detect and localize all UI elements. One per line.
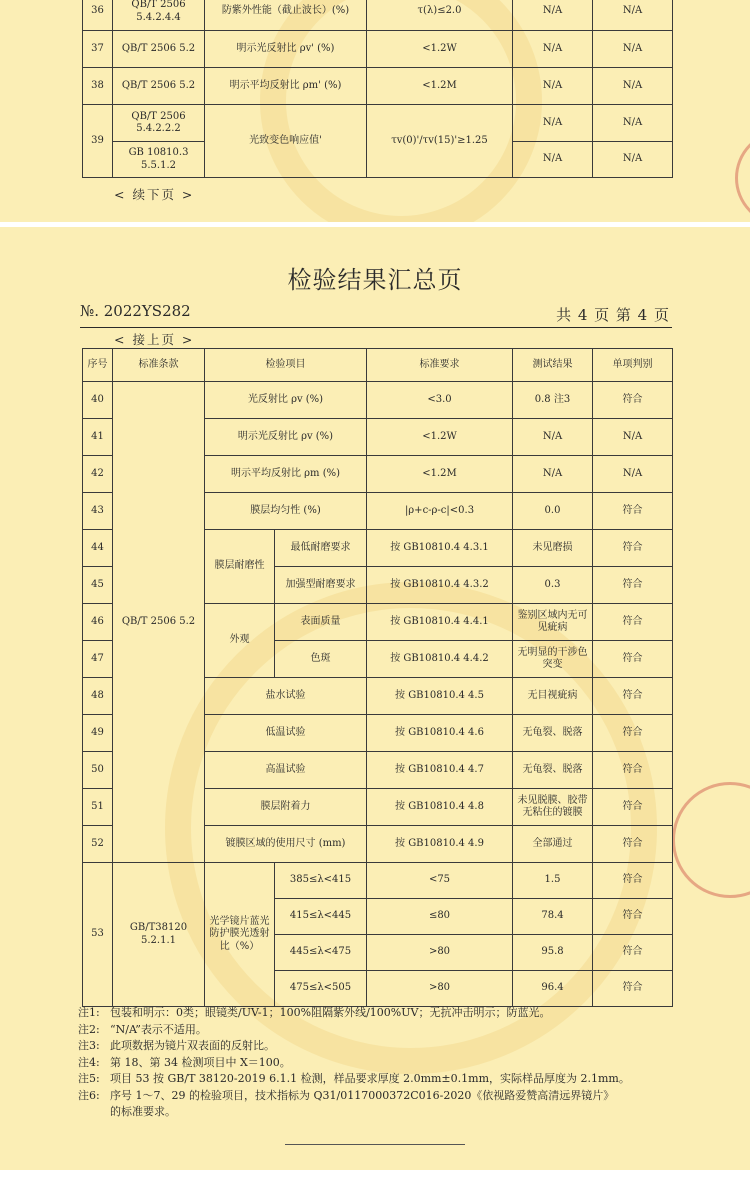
test-result: 无龟裂、脱落 <box>513 752 593 789</box>
test-item: 光反射比 ρv (%) <box>205 382 367 419</box>
judgement: 符合 <box>593 715 673 752</box>
header-judgement: 单项判别 <box>593 349 673 382</box>
note-line <box>78 1005 678 1022</box>
judgement: 符合 <box>593 604 673 641</box>
note-text: 序号 1～7、29 的检验项目，技术指标为 Q31/0117000372C016-2020《依视路爱赞高清远界镜片》 <box>110 1088 615 1102</box>
standard-requirement: 按 GB10810.4 4.9 <box>367 826 513 863</box>
continued-next-label: < 续下页 > <box>114 187 195 202</box>
test-item: 盐水试验 <box>205 678 367 715</box>
test-result: 96.4 <box>513 971 593 1007</box>
row-number: 37 <box>83 31 113 68</box>
test-result: 95.8 <box>513 935 593 971</box>
test-result: 1.5 <box>513 863 593 899</box>
header-divider <box>80 327 672 328</box>
header-requirement: 标准要求 <box>367 349 513 382</box>
note-text: 的标准要求。 <box>110 1105 176 1118</box>
previous-page-fragment <box>0 0 750 222</box>
test-item: 表面质量 <box>275 604 367 641</box>
standard-requirement: 按 GB10810.4 4.4.2 <box>367 641 513 678</box>
standard-requirement: <1.2M <box>367 68 513 105</box>
standard-requirement: 按 GB10810.4 4.6 <box>367 715 513 752</box>
continued-from-label: < 接上页 > <box>114 332 195 347</box>
judgement: N/A <box>593 142 673 178</box>
row-number: 46 <box>83 604 113 641</box>
test-item: 最低耐磨要求 <box>275 530 367 567</box>
standard-requirement: 按 GB10810.4 4.3.2 <box>367 567 513 604</box>
test-item: 膜层附着力 <box>205 789 367 826</box>
header-no: 序号 <box>83 349 113 382</box>
test-result: 无目视疵病 <box>513 678 593 715</box>
row-number: 41 <box>83 419 113 456</box>
table-row <box>83 863 673 899</box>
note-line <box>78 1104 678 1121</box>
test-item: 高温试验 <box>205 752 367 789</box>
standard-requirement: ≤80 <box>367 899 513 935</box>
test-result: N/A <box>513 0 593 31</box>
table-row <box>83 68 673 105</box>
test-result: N/A <box>513 419 593 456</box>
item-group-appearance: 外观 <box>205 604 275 678</box>
standard-requirement: <1.2W <box>367 31 513 68</box>
test-result: 无龟裂、脱落 <box>513 715 593 752</box>
test-result: 无明显的干涉色突变 <box>513 641 593 678</box>
note-line <box>78 1071 678 1088</box>
standard-requirement: 按 GB10810.4 4.4.1 <box>367 604 513 641</box>
test-item: 明示光反射比 ρv' (%) <box>205 31 367 68</box>
row-number: 38 <box>83 68 113 105</box>
standard-clause: QB/T 2506 5.2 <box>113 31 205 68</box>
test-result: 0.8 注3 <box>513 382 593 419</box>
wavelength-range: 445≤λ<475 <box>275 935 367 971</box>
item-group-wear: 膜层耐磨性 <box>205 530 275 604</box>
note-label: 注4: <box>78 1055 100 1069</box>
test-result: N/A <box>513 31 593 68</box>
test-result: N/A <box>513 68 593 105</box>
table-row <box>83 105 673 142</box>
note-label: 注5: <box>78 1072 100 1085</box>
row-number: 39 <box>83 105 113 178</box>
test-result: 全部通过 <box>513 826 593 863</box>
row-number: 44 <box>83 530 113 567</box>
judgement: 符合 <box>593 641 673 678</box>
note-text: 此项数据为镜片双表面的反射比。 <box>110 1039 275 1052</box>
header-item: 检验项目 <box>205 349 367 382</box>
row-number: 43 <box>83 493 113 530</box>
test-item: 镀膜区域的使用尺寸 (mm) <box>205 826 367 863</box>
standard-clause: GB 10810.3 5.5.1.2 <box>113 142 205 178</box>
judgement: 符合 <box>593 826 673 863</box>
note-text: 第 18、第 34 检测项目中 X＝100。 <box>110 1055 291 1069</box>
judgement: N/A <box>593 105 673 142</box>
judgement: 符合 <box>593 935 673 971</box>
test-result: N/A <box>513 142 593 178</box>
test-item: 明示光反射比 ρv (%) <box>205 419 367 456</box>
page-title: 检验结果汇总页 <box>287 266 463 294</box>
test-item: 明示平均反射比 ρm' (%) <box>205 68 367 105</box>
note-label: 注3: <box>78 1039 100 1052</box>
standard-requirement: τv(0)'/τv(15)'≥1.25 <box>367 105 513 178</box>
standard-requirement: <1.2M <box>367 456 513 493</box>
wavelength-range: 385≤λ<415 <box>275 863 367 899</box>
test-item: 明示平均反射比 ρm (%) <box>205 456 367 493</box>
note-line <box>78 1088 678 1105</box>
standard-requirement: 按 GB10810.4 4.5 <box>367 678 513 715</box>
judgement: 符合 <box>593 678 673 715</box>
standard-clause: GB/T38120 5.2.1.1 <box>113 863 205 1007</box>
red-stamp <box>672 782 750 898</box>
standard-requirement: <75 <box>367 863 513 899</box>
judgement: N/A <box>593 419 673 456</box>
test-result: 0.3 <box>513 567 593 604</box>
test-result: 78.4 <box>513 899 593 935</box>
row-number: 51 <box>83 789 113 826</box>
note-line <box>78 1038 678 1055</box>
item-group-blue-light: 光学镜片蓝光防护膜光透射比（%） <box>205 863 275 1007</box>
wavelength-range: 415≤λ<445 <box>275 899 367 935</box>
standard-requirement: |ρ+c-ρ-c|<0.3 <box>367 493 513 530</box>
standard-clause: QB/T 2506 5.2 <box>113 68 205 105</box>
bottom-divider <box>285 1144 465 1145</box>
judgement: 符合 <box>593 971 673 1007</box>
judgement: 符合 <box>593 567 673 604</box>
header-result: 测试结果 <box>513 349 593 382</box>
judgement: N/A <box>593 456 673 493</box>
test-result: 0.0 <box>513 493 593 530</box>
judgement: 符合 <box>593 863 673 899</box>
judgement: 符合 <box>593 493 673 530</box>
row-number: 53 <box>83 863 113 1007</box>
judgement: N/A <box>593 31 673 68</box>
table-row <box>83 382 673 419</box>
row-number: 49 <box>83 715 113 752</box>
note-line <box>78 1022 678 1039</box>
test-result: N/A <box>513 456 593 493</box>
note-label: 注1: <box>78 1006 100 1019</box>
header-standard: 标准条款 <box>113 349 205 382</box>
judgement: N/A <box>593 68 673 105</box>
standard-clause: QB/T 2506 5.4.2.2.2 <box>113 105 205 142</box>
test-result: 鉴别区域内无可见疵病 <box>513 604 593 641</box>
wavelength-range: 475≤λ<505 <box>275 971 367 1007</box>
standard-requirement: 按 GB10810.4 4.8 <box>367 789 513 826</box>
test-item: 光致变色响应值' <box>205 105 367 178</box>
document-number: №. 2022YS282 <box>80 302 191 320</box>
notes-section <box>78 1005 678 1121</box>
standard-clause: QB/T 2506 5.2 <box>113 382 205 863</box>
report-page <box>0 227 750 1170</box>
table-header <box>83 349 673 382</box>
judgement: 符合 <box>593 789 673 826</box>
standard-requirement: 按 GB10810.4 4.3.1 <box>367 530 513 567</box>
judgement: 符合 <box>593 899 673 935</box>
note-text: 包装和明示：0类；眼镜类/UV-1；100%阻隔紫外线/100%UV；无抗冲击明示；防蓝光。 <box>110 1006 551 1019</box>
note-label: 注6: <box>78 1088 100 1102</box>
judgement: 符合 <box>593 382 673 419</box>
test-result: 未见磨损 <box>513 530 593 567</box>
row-number: 48 <box>83 678 113 715</box>
standard-clause: QB/T 2506 5.4.2.4.4 <box>113 0 205 31</box>
standard-requirement: >80 <box>367 971 513 1007</box>
row-number: 52 <box>83 826 113 863</box>
row-number: 42 <box>83 456 113 493</box>
judgement: 符合 <box>593 530 673 567</box>
test-item: 膜层均匀性 (%) <box>205 493 367 530</box>
test-result: N/A <box>513 105 593 142</box>
row-number: 50 <box>83 752 113 789</box>
red-stamp <box>735 130 750 222</box>
judgement: N/A <box>593 0 673 31</box>
note-text: “N/A”表示不适用。 <box>110 1022 207 1036</box>
note-line <box>78 1055 678 1072</box>
previous-results-table <box>82 0 673 178</box>
test-item: 色斑 <box>275 641 367 678</box>
standard-requirement: >80 <box>367 935 513 971</box>
test-item: 加强型耐磨要求 <box>275 567 367 604</box>
test-item: 防紫外性能（截止波长）(%) <box>205 0 367 31</box>
table-row <box>83 31 673 68</box>
row-number: 40 <box>83 382 113 419</box>
row-number: 36 <box>83 0 113 31</box>
note-text: 项目 53 按 GB/T 38120-2019 6.1.1 检测，样品要求厚度 2.0mm±0.1mm，实际样品厚度为 2.1mm。 <box>110 1072 630 1085</box>
page-number: 共 4 页 第 4 页 <box>556 306 670 324</box>
results-table <box>82 348 673 1007</box>
standard-requirement: 按 GB10810.4 4.7 <box>367 752 513 789</box>
note-label: 注2: <box>78 1022 100 1036</box>
row-number: 47 <box>83 641 113 678</box>
judgement: 符合 <box>593 752 673 789</box>
standard-requirement: <3.0 <box>367 382 513 419</box>
test-item: 低温试验 <box>205 715 367 752</box>
standard-requirement: <1.2W <box>367 419 513 456</box>
row-number: 45 <box>83 567 113 604</box>
note-label <box>78 1104 110 1121</box>
table-row <box>83 0 673 31</box>
standard-requirement: τ(λ)≤2.0 <box>367 0 513 31</box>
test-result: 未见脱膜、胶带无粘住的镀膜 <box>513 789 593 826</box>
